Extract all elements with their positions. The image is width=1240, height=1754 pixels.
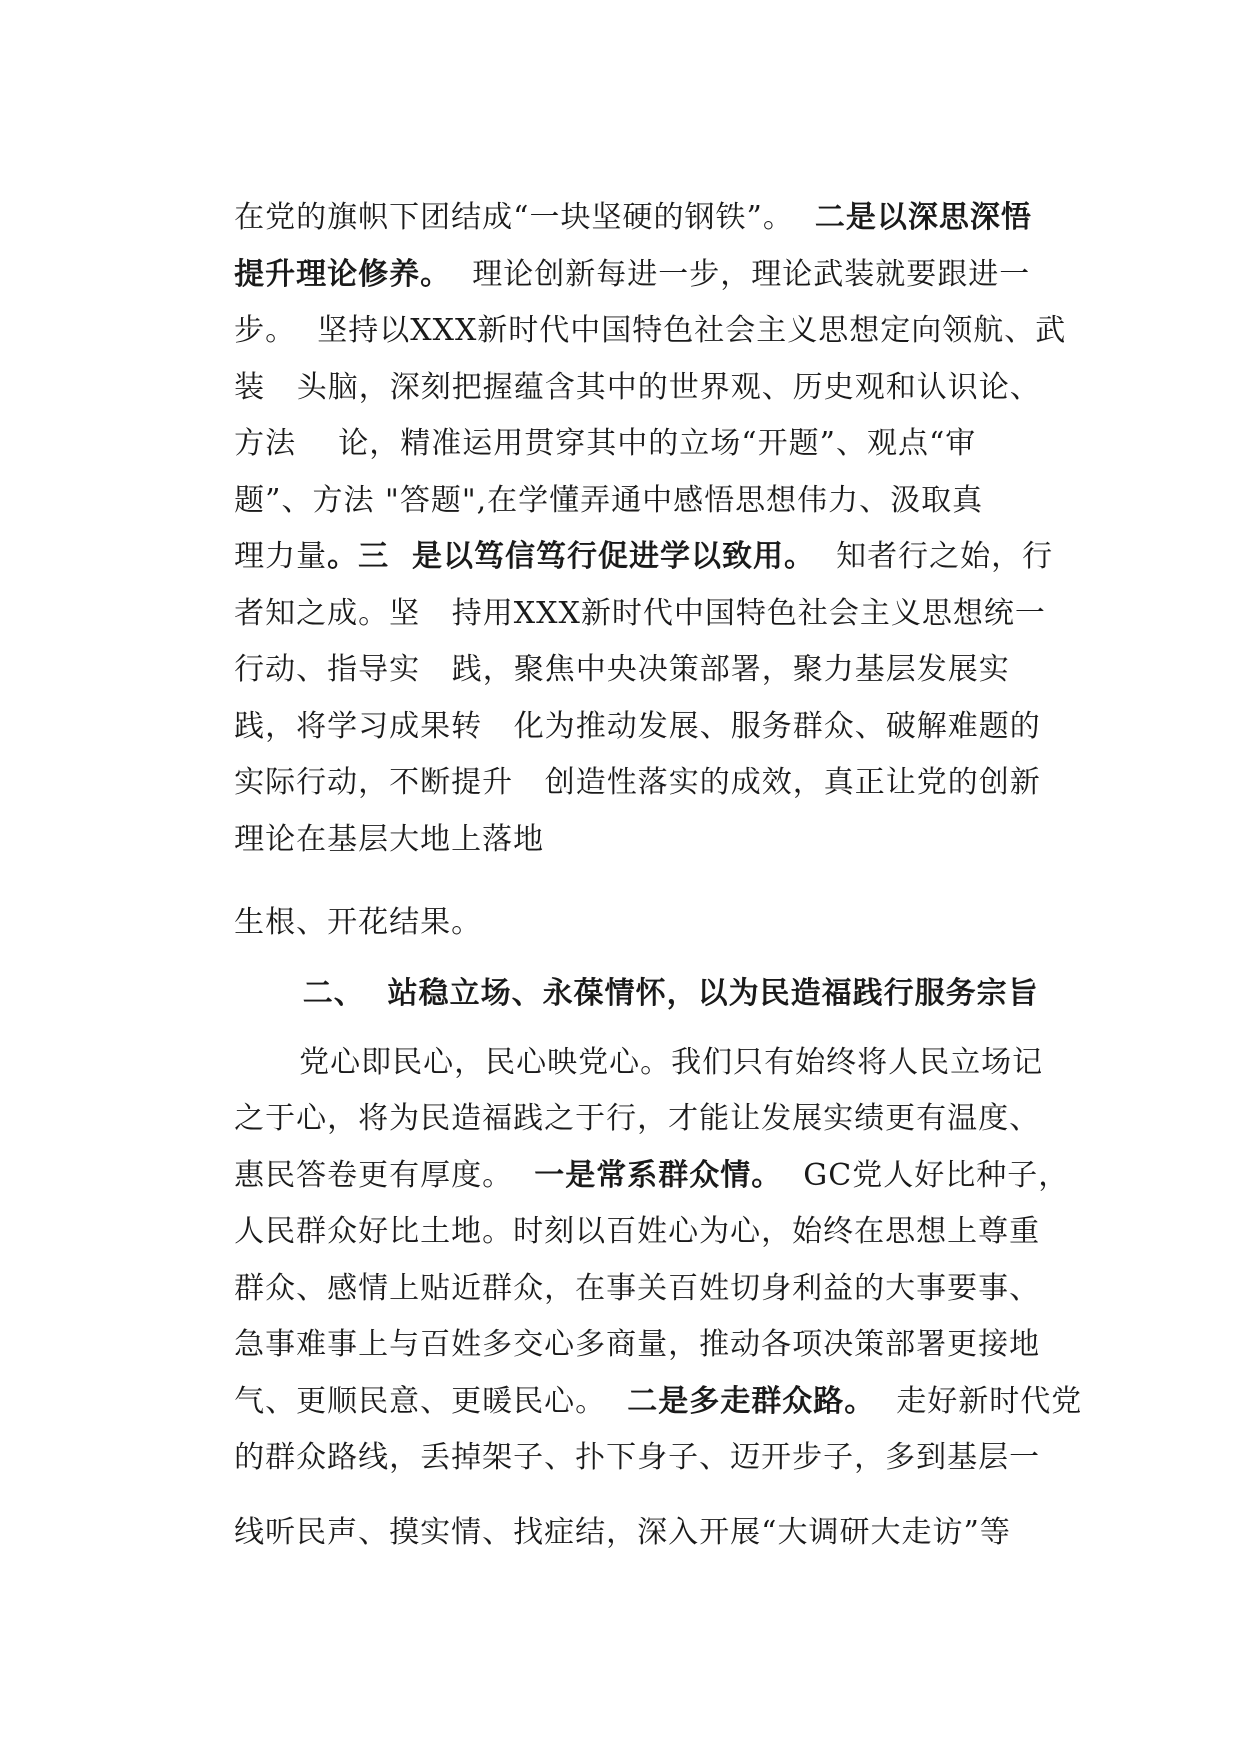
text-run: 走好新时代党 bbox=[875, 1384, 1083, 1419]
text-run: 实际行动，不断提升 创造性落实的成效，真正让党的创新 bbox=[234, 765, 1041, 800]
text-line-10 bbox=[192, 649, 1041, 744]
text-line-1 bbox=[192, 140, 1032, 235]
text-run: 理论创新每进一步，理论武装就要跟进一 bbox=[451, 257, 1031, 292]
text-run: 党心即民心，民心映党心。我们只有始终将人民立场记 bbox=[299, 1045, 1044, 1080]
text-run: 之于心，将为民造福践之于行，才能让发展实绩更有温度、 bbox=[234, 1101, 1041, 1136]
text-line-18 bbox=[192, 1211, 1041, 1306]
text-line-2 bbox=[192, 197, 1031, 292]
text-run: 方法 论，精准运用贯穿其中的立场“开题”、观点“审 bbox=[234, 426, 977, 461]
text-line-5 bbox=[192, 366, 977, 461]
text-run: GC党人好比种子， bbox=[782, 1158, 1070, 1193]
text-line-16 bbox=[192, 1098, 1070, 1193]
text-line-6 bbox=[192, 423, 984, 518]
text-run: 行动、指导实 践，聚焦中央决策部署，聚力基层发展实 bbox=[234, 652, 1010, 687]
text-run: 理力量 bbox=[234, 539, 328, 574]
bold-text-run: 提升理论修养。 bbox=[234, 257, 452, 292]
text-line-21 bbox=[192, 1380, 1041, 1475]
text-run: 人民群众好比土地。时刻以百姓心为心，始终在思想上尊重 bbox=[234, 1214, 1041, 1249]
text-run: 者知之成。坚 持用XXX新时代中国特色社会主义思想统一 bbox=[234, 596, 1046, 631]
text-run: 的群众路线，丢掉架子、扑下身子、迈开步子，多到基层一 bbox=[234, 1440, 1041, 1475]
text-line-13 bbox=[192, 845, 483, 940]
paragraph-first-line bbox=[257, 985, 1044, 1080]
text-line-11 bbox=[192, 705, 1041, 800]
heading-text: 二、 站稳立场、永葆情怀，以为民造福践行服务宗旨 bbox=[302, 976, 1039, 1011]
text-run: 惠民答卷更有厚度。 bbox=[234, 1158, 535, 1193]
text-line-15 bbox=[192, 1041, 1041, 1136]
bold-text-run: 。三 是以笃信笃行促进学以致用。 bbox=[327, 539, 816, 574]
text-line-3 bbox=[192, 253, 1067, 348]
text-run: 线听民声、摸实情、找症结，深入开展“大调研大走访”等 bbox=[234, 1515, 1011, 1550]
text-run: 题”、方法 "答题",在学懂弄通中感悟思想伟力、汲取真 bbox=[234, 483, 984, 518]
text-run: 群众、感情上贴近群众，在事关百姓切身利益的大事要事、 bbox=[234, 1271, 1041, 1306]
text-line-22 bbox=[192, 1455, 1011, 1550]
text-line-8 bbox=[192, 536, 1046, 631]
section-heading bbox=[257, 916, 1039, 1011]
text-line-4 bbox=[192, 310, 1041, 405]
text-run: 知者行之始，行 bbox=[815, 539, 1054, 574]
text-line-20 bbox=[192, 1324, 1083, 1419]
bold-text-run: 二是多走群众路。 bbox=[627, 1384, 876, 1419]
text-run: 气、更顺民意、更暖民心。 bbox=[234, 1384, 628, 1419]
text-run: 急事难事上与百姓多交心多商量，推动各项决策部署更接地 bbox=[234, 1327, 1041, 1362]
text-line-7 bbox=[192, 479, 1054, 574]
text-run: 生根、开花结果。 bbox=[234, 905, 483, 940]
text-line-19 bbox=[192, 1267, 1041, 1362]
text-line-17 bbox=[192, 1154, 1041, 1249]
text-line-9 bbox=[192, 592, 1010, 687]
bold-text-run: 二是以深思深悟 bbox=[814, 200, 1032, 235]
text-line-12 bbox=[192, 762, 545, 857]
text-run: 理论在基层大地上落地 bbox=[234, 822, 545, 857]
text-run: 装 头脑，深刻把握蕴含其中的世界观、历史观和认识论、 bbox=[234, 370, 1041, 405]
text-run: 步。 坚持以XXX新时代中国特色社会主义思想定向领航、武 bbox=[234, 313, 1067, 348]
bold-text-run: 一是常系群众情。 bbox=[534, 1158, 783, 1193]
text-run: 在党的旗帜下团结成“一块坚硬的钢铁”。 bbox=[234, 200, 815, 235]
text-run: 践，将学习成果转 化为推动发展、服务群众、破解难题的 bbox=[234, 709, 1041, 744]
